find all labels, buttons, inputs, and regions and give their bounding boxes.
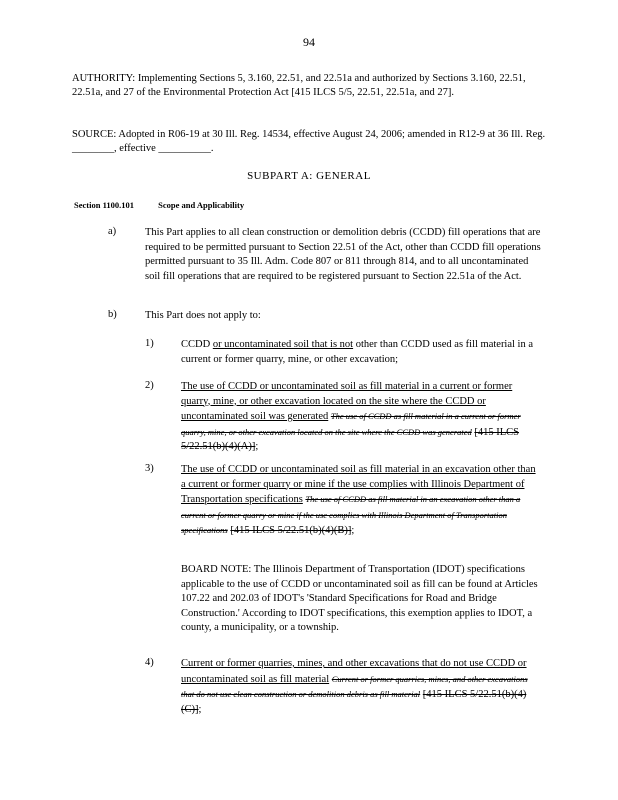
- section-heading: [74, 200, 266, 210]
- item-b1-label: 1): [145, 338, 154, 349]
- b2-inserted-text: The use of CCDD or uncontaminated soil as fill material in a current or former quarry, mine, or other excavation located on the site where the CCDD or uncontaminated soil was generated: [181, 381, 513, 422]
- b3-deleted-text: The use of CCDD as fill material in an excavation other than a current or former quarry or mine if the use complies with Illinois Department of Transportation specifications: [181, 494, 521, 535]
- page-number: 94: [303, 35, 315, 49]
- item-b3-text: [181, 463, 541, 539]
- b3-citation: [415 ILCS 5/22.51(b)(4)(B)]: [230, 525, 352, 536]
- b4-inserted-text: Current or former quarries, mines, and other excavations that do not use CCDD or uncontaminated soil as fill material: [181, 658, 527, 685]
- b4-deleted-text: Current or former quarries, mines, and other excavations that do not use clean construction or demolition debris as fill material: [181, 673, 528, 699]
- section-number: Section 1100.101: [74, 200, 134, 210]
- authority-note: AUTHORITY: Implementing Sections 5, 3.160, 22.51, and 22.51a and authorized by Sections 3.160, 22.51, 22.51a, and 27 of the Environmental Protection Act [415 ILCS 5/5, 22.51, 22.51a, and 27].: [72, 73, 526, 98]
- section-title: Scope and Applicability: [158, 200, 245, 210]
- board-note: BOARD NOTE: The Illinois Department of Transportation (IDOT) specifications applicable to the use of CCDD or uncontaminated soil as fill can be found at Articles 107.22 and 202.03 of IDOT's 'Standard Specifications for Road and Bridge Construction.' According to IDOT specifications, this exemption applies to IDOT, a county, a municipality, or a township.: [181, 564, 538, 633]
- b1-inserted-text: or uncontaminated soil that is not: [212, 339, 354, 350]
- item-b1-text: [181, 338, 541, 367]
- source-note: SOURCE: Adopted in R06-19 at 30 Ill. Reg. 14534, effective August 24, 2006; amended in R12-9 at 36 Ill. Reg. ________, effective __________.: [72, 129, 546, 154]
- item-a-text: This Part applies to all clean construction or demolition debris (CCDD) fill operations that are required to be permitted pursuant to Section 22.51 of the Act, other than CCDD fill operations permitted pursuant to 35 Ill. Adm. Code 807 or 811 through 814, and to all uncontaminated soil fill operations that are required to be registered pursuant to Section 22.51a of the Act.: [145, 227, 541, 282]
- item-b4-text: [181, 657, 541, 717]
- b4-end: ;: [198, 703, 202, 715]
- item-b2-text: [181, 380, 541, 455]
- item-b-label: b): [108, 309, 117, 320]
- b1-pre: CCDD: [181, 339, 213, 350]
- b2-end: ;: [255, 441, 259, 452]
- item-b3-label: 3): [145, 463, 154, 474]
- item-a-label: a): [108, 226, 117, 237]
- subpart-heading: SUBPART A: GENERAL: [247, 170, 371, 182]
- item-b2-label: 2): [145, 380, 154, 391]
- b2-citation: [415 ILCS 5/22.51(b)(4)(A)]: [181, 426, 520, 452]
- b4-citation: [415 ILCS 5/22.51(b)(4)(C)]: [181, 689, 527, 715]
- item-b4-label: 4): [145, 657, 154, 668]
- b3-inserted-text: The use of CCDD or uncontaminated soil as fill material in an excavation other than a current or former quarry or mine if the use complies with Illinois Department of Transportation specifications: [181, 464, 536, 505]
- item-b-text: This Part does not apply to:: [145, 310, 261, 321]
- b2-deleted-text: The use of CCDD as fill material in a current or former quarry, mine, or other excavation located on the site where the CCDD was generated: [181, 411, 521, 437]
- b1-rest: other than CCDD used as fill material in a current or former quarry, mine, or other excavation;: [181, 339, 534, 365]
- b3-end: ;: [351, 525, 355, 536]
